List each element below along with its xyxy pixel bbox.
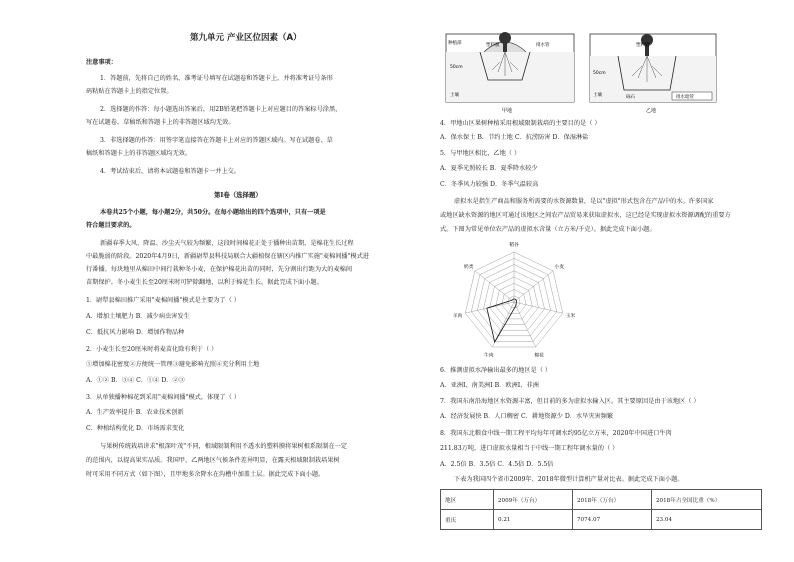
table-header: 2018年占全国比重（%） bbox=[652, 490, 762, 510]
table-header: 2009年（万台） bbox=[494, 490, 573, 510]
radar-axis-label: 玉米 bbox=[565, 313, 576, 319]
question-3: 3．从单独播种棉花到采用"麦棉间播"模式，体现了（ ） bbox=[86, 394, 240, 401]
production-table bbox=[440, 489, 762, 530]
question-option: ①增加棉花密度②方便统一管理③避免影响光照④充分利用土地 bbox=[86, 361, 260, 368]
table-header: 2018年（万台） bbox=[573, 490, 652, 510]
virtual-water-radar-chart bbox=[440, 238, 600, 364]
passage-line: 的范围内，以提高果实品质。我国甲、乙两地区气候条件差异明显，在露天根域限制栽培果树 bbox=[86, 457, 340, 464]
label-jia-drain: 排水管 bbox=[536, 43, 550, 48]
label-jia-plastic: 塑料膜 bbox=[486, 43, 500, 48]
radar-axis bbox=[514, 271, 553, 302]
question-2: 2．小麦生长至20厘米时将麦苗化除有利于（ ） bbox=[86, 346, 218, 353]
page-title: 第九单元 产业区位因素（A） bbox=[190, 33, 302, 43]
radar-axis-label: 奶类 bbox=[463, 264, 474, 270]
question-option: C．抵抗风力影响 D．增加作物品种 bbox=[86, 329, 185, 336]
passage-line: 式。下图为常见单位农产品的虚拟水含量（立方米/千克）。据此完成下面小题。 bbox=[440, 226, 656, 233]
question-option: C．冬季风力较强 D．冬季气温较高 bbox=[440, 181, 539, 188]
question-option: A．夏季光照较长 B．夏季降水较少 bbox=[440, 165, 538, 172]
table-cell: 7074.07 bbox=[573, 510, 652, 530]
section-heading: 第Ⅰ卷（选择题） bbox=[214, 191, 262, 199]
notice-heading: 注意事项： bbox=[86, 59, 117, 66]
question-8: 8．我国东北粮食中线一期工程平均每年可调水约95亿立方米，2020年中国进口牛肉 bbox=[440, 430, 672, 437]
question-4: 4．甲地山区果树种植采用根域限制栽培的主要目的是（ ） bbox=[440, 120, 601, 127]
question-6: 6．推测虚拟水净输出最多的地区是（ ） bbox=[440, 367, 552, 374]
root-restriction-figure bbox=[440, 32, 760, 116]
passage-line: 新疆春季大风、降温、沙尘天气较为频繁，这段时间棉花正处于播种出苗期，是棉花生长过程 bbox=[100, 240, 354, 247]
question-option: A．生产效率提升 B．农业技术创新 bbox=[86, 409, 184, 416]
jia-soil bbox=[446, 52, 574, 102]
label-jia-soil: 土壤 bbox=[450, 93, 459, 98]
passage-line: 时可采用不同方式（如下图），且甲地多余降水在沟槽中加盖土层。据此完成下面小题。 bbox=[86, 471, 325, 478]
radar-axis-label: 羊肉 bbox=[452, 313, 463, 319]
passage-line: 行番播。每块地里从棉田中间行栽种冬小麦，在保护棉花出苗的同时，先分割出行距为大的麦棉间 bbox=[86, 266, 353, 273]
question-option: A．①② B．③④ C．①④ D．②③ bbox=[86, 377, 185, 384]
radar-axis-label: 棉花 bbox=[534, 353, 545, 359]
radar-axis-label: 牛肉 bbox=[483, 353, 494, 359]
radar-axis-label: 稻谷 bbox=[509, 243, 519, 248]
radar-axis bbox=[475, 271, 514, 302]
label-yi-plastic: 塑料膜 bbox=[636, 43, 650, 48]
question-7: 7．我国东南沿海地区水资源丰富，但目前的多为虚拟水输入区。其主要原因是由于该地区（ ） bbox=[440, 398, 700, 405]
notice-line: 稿纸和答题卡上的非答题区域均无效。 bbox=[86, 150, 192, 157]
passage-line: 或地区缺水资源的地区可通过该地区之间农产品贸易来获取虚拟水，这已经是实现虚拟水资源调配的重要方 bbox=[440, 212, 731, 219]
table-intro: 下表为我国四个省市2009年、2018年微型计算机产量对比表。据此完成下面小题。 bbox=[454, 476, 684, 483]
question-option: A．亚洲Ⅰ、南美洲Ⅰ B．欧洲Ⅰ、非洲 bbox=[440, 382, 539, 389]
question-option: A．保水保土 B．节约土地 C．抗涝防害 D．保湿淋盐 bbox=[440, 134, 589, 141]
radar-axis bbox=[514, 302, 563, 313]
caption-yi: 乙地 bbox=[646, 108, 657, 114]
notice-line: 码粘贴在答题卡上的指定位置。 bbox=[86, 88, 173, 95]
passage-line: 苗期保护。冬小麦生长至20厘米时可铲除翻地，以利于棉花生长。据此完成下面小题。 bbox=[86, 279, 323, 286]
question-5: 5．与甲地区相比，乙地（ ） bbox=[440, 150, 521, 157]
notice-line: 3．非选择题的作答：用签字笔直接答在答题卡上对应的答题区域内。写在试题卷、草 bbox=[100, 137, 333, 144]
jia-canopy bbox=[499, 32, 511, 44]
table-row bbox=[441, 510, 762, 530]
radar-axis-label: 小麦 bbox=[554, 264, 565, 270]
label-jia-mound: 种植部 bbox=[448, 41, 462, 46]
notice-line: 4．考试结束后，请将本试题卷和答题卡一并上交。 bbox=[100, 168, 241, 175]
table-cell: 23.04 bbox=[652, 510, 762, 530]
question-option: A．2.5倍 B．3.5倍 C．4.5倍 D．5.5倍 bbox=[440, 461, 554, 468]
label-yi-soil: 土壤 bbox=[593, 93, 602, 98]
table-header-row bbox=[441, 490, 762, 510]
notice-line: 写在试题卷、草稿纸和答题卡上的非答题区域均无效。 bbox=[86, 119, 235, 126]
label-jia-depth: 50cm bbox=[450, 65, 463, 70]
passage-line: 虚拟水是指生产商品和服务所需要的水资源数量，是以"虚拟"形式包含在产品中的水。许多国家 bbox=[454, 198, 714, 205]
label-yi-depth: 50cm bbox=[593, 71, 606, 76]
passage-line: 与果树传统栽培讲求"根深叶茂"不同，根域限制利用不透水的塑料膜将果树根系限制在一定 bbox=[100, 443, 348, 450]
question-option: A．增加土壤肥力 B．减少病虫害发生 bbox=[86, 313, 190, 320]
question-option: C．种植结构优化 D．市场需求变化 bbox=[86, 425, 185, 432]
notice-line: 1．答题前，先将自己的姓名、准考证号填写在试题卷和答题卡上，并将准考证号条形 bbox=[100, 75, 333, 82]
table-header: 地区 bbox=[441, 490, 494, 510]
notice-line: 2．选择题的作答：每小题选出答案后，用2B铅笔把答题卡上对应题目的答案标号涂黑， bbox=[100, 106, 342, 113]
table-cell: 0.21 bbox=[494, 510, 573, 530]
caption-jia: 甲地 bbox=[502, 108, 513, 114]
table-cell: 重庆 bbox=[441, 510, 494, 530]
intro-line: 符合题目要求的。 bbox=[86, 222, 136, 229]
question-1: 1．尉犁县棉田推广采用"麦棉间播"模式是主要为了（ ） bbox=[86, 297, 240, 304]
question-8-cont: 211.83万吨，进口虚拟水量相当于中线一期工程年调水量的（ ） bbox=[440, 445, 619, 452]
intro-line: 本卷共25个小题，每小题2分，共50分。在每小题给出的四个选项中，只有一项是 bbox=[100, 209, 326, 216]
question-option: A．经济发展快 B．人口稠密 C．耕地资源少 D．水旱灾害频繁 bbox=[440, 413, 614, 420]
radar-series bbox=[487, 299, 517, 342]
passage-line: 中最脆弱的阶段。2020年4月9日，新疆尉犁县科技局联合大疆植保在辖区内推广实施"麦棉间播"模式进 bbox=[86, 253, 369, 260]
label-yi-pipe: 排水暗管 bbox=[676, 95, 694, 100]
label-yi-stone: 砾石 bbox=[626, 95, 635, 100]
